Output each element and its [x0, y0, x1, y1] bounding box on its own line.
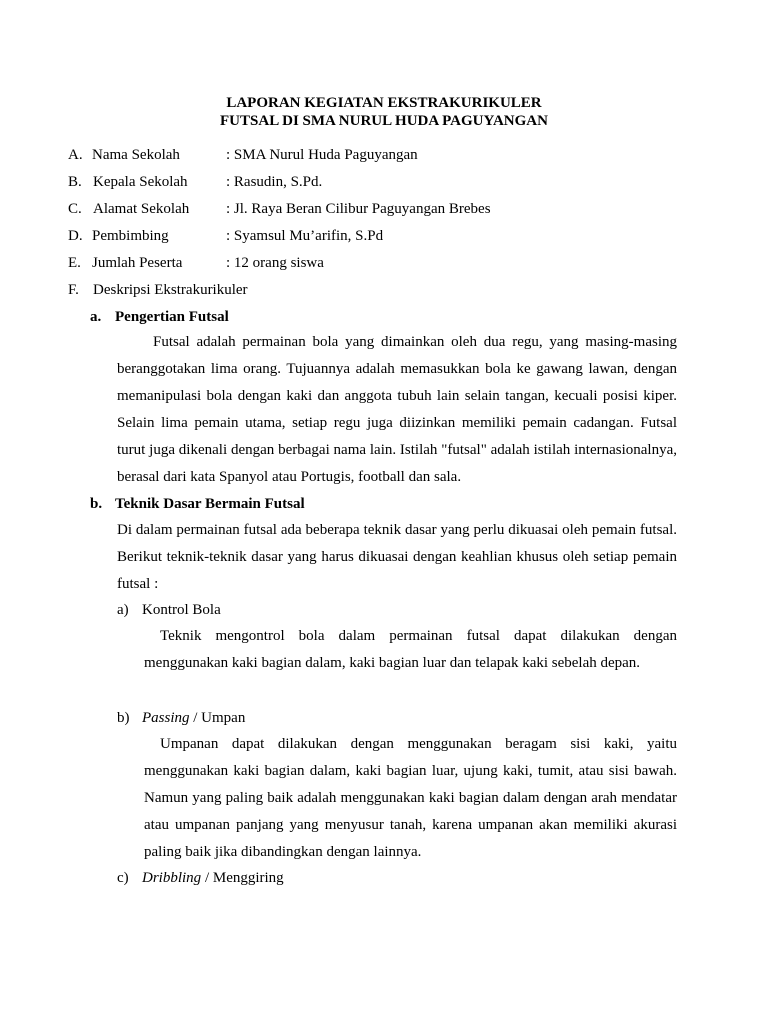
item-letter: c): [117, 870, 129, 886]
report-title-line-1: LAPORAN KEGIATAN EKSTRAKURIKULER: [226, 95, 542, 111]
info-value: : SMA Nurul Huda Paguyangan: [226, 147, 418, 163]
paragraph-ball-control: Teknik mengontrol bola dalam permainan futsal dapat dilakukan dengan menggunakan kaki bagian dalam, kaki bagian luar dan telapak kaki sebelah depan.: [144, 628, 677, 671]
report-title-line-2: FUTSAL DI SMA NURUL HUDA PAGUYANGAN: [220, 113, 548, 129]
info-letter: B.: [68, 174, 82, 190]
info-value: : Rasudin, S.Pd.: [226, 174, 323, 190]
info-letter: D.: [68, 228, 83, 244]
info-letter: F.: [68, 282, 79, 298]
item-title: Kontrol Bola: [142, 602, 221, 618]
section-heading-basic-techniques: [90, 494, 305, 514]
item-title: / Umpan: [189, 710, 246, 726]
paragraph-basic-techniques: Di dalam permainan futsal ada beberapa teknik dasar yang perlu dikuasai oleh pemain futsal. Berikut teknik-teknik dasar yang harus dikuasai dengan keahlian khusus oleh setiap pemain futsal :: [117, 522, 677, 592]
info-label: Jumlah Peserta: [92, 255, 183, 271]
section-heading-text: Pengertian Futsal: [115, 309, 229, 325]
info-letter: E.: [68, 255, 81, 271]
section-letter: b.: [90, 496, 103, 512]
info-value: : Jl. Raya Beran Cilibur Paguyangan Brebes: [226, 201, 491, 217]
info-letter: C.: [68, 201, 82, 217]
info-label: Alamat Sekolah: [93, 201, 190, 217]
info-value: : 12 orang siswa: [226, 255, 324, 271]
section-heading-text: Teknik Dasar Bermain Futsal: [115, 496, 305, 512]
section-letter: a.: [90, 309, 102, 325]
info-letter: A.: [68, 147, 83, 163]
info-label: Nama Sekolah: [92, 147, 180, 163]
paragraph-futsal-definition: Futsal adalah permainan bola yang dimainkan oleh dua regu, yang masing-masing beranggotakan lima orang. Tujuannya adalah memasukkan bola ke gawang lawan, dengan memanipulasi bola dengan kaki dan anggota tubuh lain selain tangan, kecuali posisi kiper. Selain lima pemain utama, setiap regu juga diizinkan memiliki pemain cadangan. Futsal turut juga dikenali dengan berbagai nama lain. Istilah "futsal" adalah istilah internasionalnya, berasal dari kata Spanyol atau Portugis, football dan sala.: [117, 334, 677, 485]
info-label: Kepala Sekolah: [93, 174, 188, 190]
technique-item-ball-control: [117, 600, 221, 620]
section-heading-futsal-definition: [90, 307, 229, 327]
paragraph-passing: Umpanan dapat dilakukan dengan menggunakan beragam sisi kaki, yaitu menggunakan kaki bagian dalam, kaki bagian luar, ujung kaki, tumit, atau sisi bawah. Namun yang paling baik adalah menggunakan kaki bagian dalam dengan arah mendatar atau umpanan panjang yang menyusur tanah, karena umpanan akan memiliki akurasi paling baik jika dibandingkan dengan lainnya.: [144, 736, 677, 860]
item-letter: a): [117, 602, 129, 618]
info-label: Deskripsi Ekstrakurikuler: [93, 282, 248, 298]
info-label: Pembimbing: [92, 228, 169, 244]
technique-item-passing: [117, 708, 245, 728]
item-title-italic: Dribbling: [142, 870, 202, 886]
item-letter: b): [117, 710, 130, 726]
item-title-italic: Passing: [142, 710, 190, 726]
technique-item-dribbling: [117, 868, 284, 888]
info-value: : Syamsul Mu’arifin, S.Pd: [226, 228, 384, 244]
item-title: / Menggiring: [201, 870, 284, 886]
